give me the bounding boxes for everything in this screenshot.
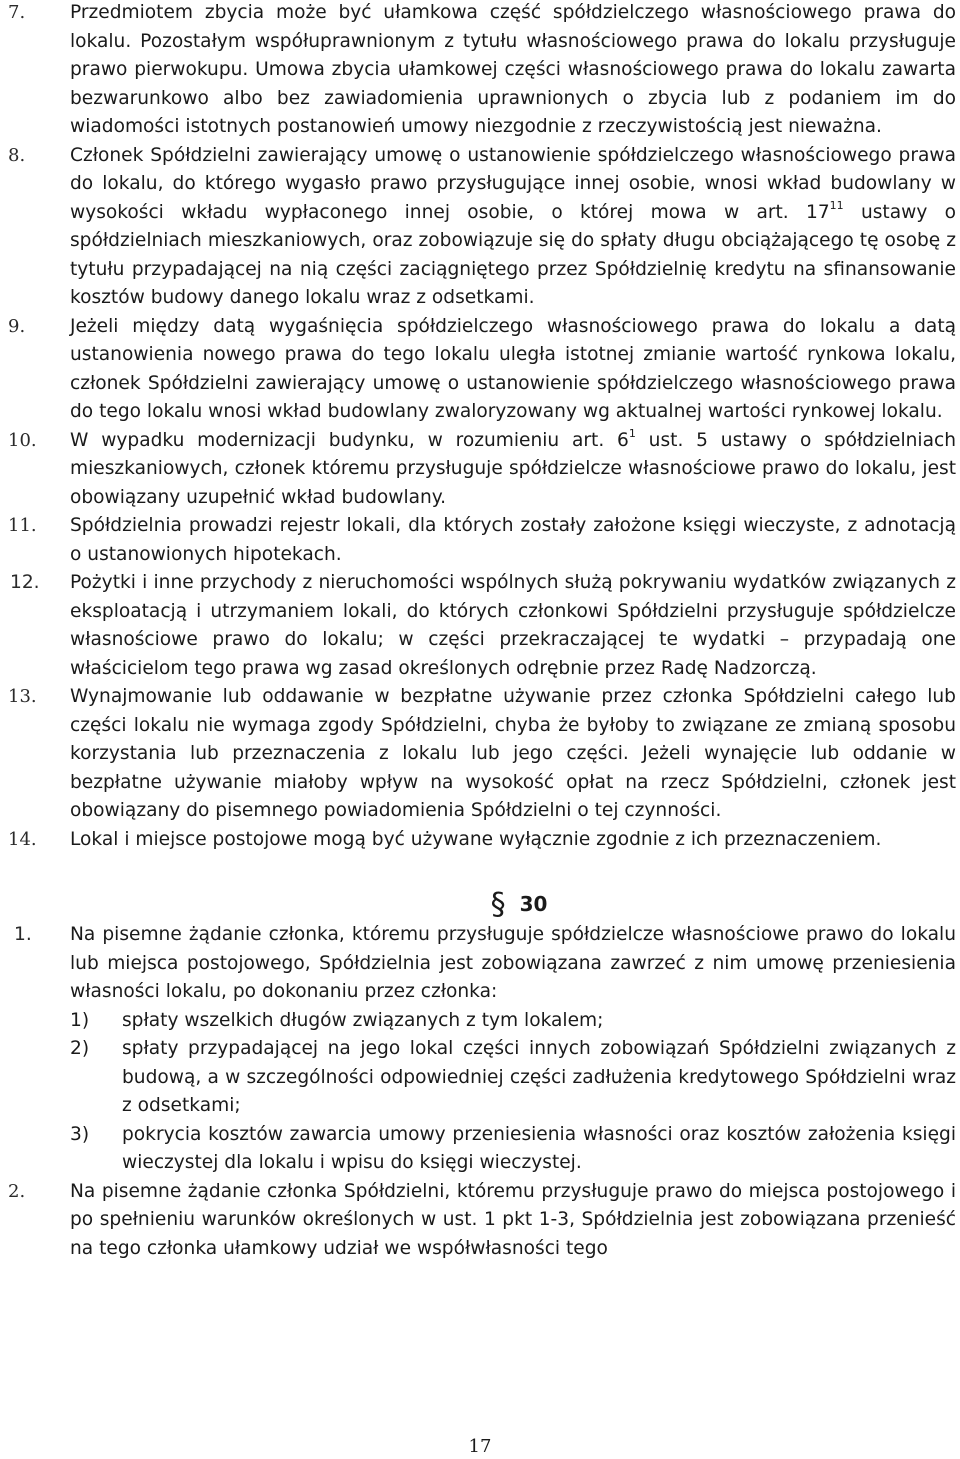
list-item-text: Pożytki i inne przychody z nieruchomości wspólnych służą pokrywaniu wydatków związanych z eksploatacją i utrzymaniem lokali, do których członkowi Spółdzielni przysługuje spółdzielcze własnościowe prawo do lokalu; w części przekraczającej te wydatki – przypadają one właścicielom tego prawa wg zasad określonych odrębnie przez Radę Nadzorczą. [70, 572, 956, 679]
list-item-10 [0, 427, 960, 513]
list-item-text: Na pisemne żądanie członka Spółdzielni, któremu przysługuje prawo do miejsca postojowego i po spełnieniu warunków określonych w ust. 1 pkt 1-3, Spółdzielnia jest zobowiązana przenieść na tego członka ułamkowy udział we współwłasności tego [70, 1180, 956, 1259]
list-item-text: Jeżeli między datą wygaśnięcia spółdzielczego własnościowego prawa do lokalu a datą ustanowienia nowego prawa do tego lokalu uległa istotnej zmianie wartość rynkowa lokalu, członek Spółdzielni zawierający umowę o ustanowienie spółdzielczego własnościowego prawa do tego lokalu wnosi wkład budowlany zwaloryzowany wg aktualnej wartości rynkowej lokalu. [70, 315, 956, 422]
superscript: 11 [829, 198, 844, 212]
list-item-8 [0, 142, 960, 313]
list-item-text: Spółdzielnia prowadzi rejestr lokali, dla których zostały założone księgi wieczyste, z adnotacją o ustanowionych hipotekach. [70, 515, 956, 565]
sub-item-2 [70, 1035, 956, 1121]
list-number: 12. [10, 572, 40, 593]
list-item-14 [0, 826, 960, 855]
superscript: 1 [628, 426, 636, 440]
sub-item-1 [70, 1007, 956, 1036]
list-item-text-continued: ustawy o spółdzielniach mieszkaniowych, oraz zobowiązuje się do spłaty długu obciążającego tę osobę z tytułu przypadającej na nią części zaciągniętego przez Spółdzielnię kredytu na sfinansowanie kosztów budowy danego lokalu wraz z odsetkami. [70, 201, 956, 308]
section-sign: § [490, 887, 506, 922]
list-number: 8. [8, 144, 26, 166]
list-number: 11. [8, 515, 37, 536]
sub-item-number: 1) [70, 1009, 90, 1031]
list-number: 10. [8, 429, 37, 451]
list-item-13 [0, 683, 960, 826]
list-item-11 [0, 512, 960, 569]
sub-item-number: 3) [70, 1123, 90, 1145]
list-number: 1. [14, 924, 32, 945]
sub-item-3 [70, 1121, 956, 1178]
list-item-text: Członek Spółdzielni zawierający umowę o ustanowienie spółdzielczego własnościowego prawa do lokalu, do którego wygasło prawo przysługujące innej osobie, wnosi wkład budowlany w wysokości wkładu wypłaconego innej osobie, o której mowa w art. 17 [70, 144, 956, 223]
sub-item-number: 2) [70, 1038, 90, 1059]
list-item-text: Lokal i miejsce postojowe mogą być używane wyłącznie zgodnie z ich przeznaczeniem. [70, 828, 882, 850]
list-number: 7. [8, 2, 26, 23]
list-item-text: Na pisemne żądanie członka, któremu przysługuje spółdzielcze własnościowe prawo do lokalu lub miejsca postojowego, Spółdzielnia jest zobowiązana zawrzeć z nim umowę przeniesienia własności lokalu, po dokonaniu przez członka: [70, 924, 956, 1002]
list-item-12 [0, 569, 960, 683]
list-number: 9. [8, 315, 26, 337]
list-item-text: Przedmiotem zbycia może być ułamkowa część spółdzielczego własnościowego prawa do lokalu. Pozostałym współuprawnionym z tytułu własnościowego prawa do lokalu przysługuje prawo pierwokupu. Umowa zbycia ułamkowej części własnościowego prawa do lokalu zawarta bezwarunkowo albo bez zawiadomienia uprawnionych o zbycia lub z podaniem im do wiadomości istotnych postanowień umowy niezgodnie z rzeczywistością jest nieważna. [70, 2, 956, 137]
list-number: 2. [8, 1180, 26, 1202]
list-item-text-continued: ust. 5 ustawy o spółdzielniach mieszkaniowych, członek któremu przysługuje spółdzielcze własnościowe prawo do lokalu, jest obowiązany uzupełnić wkład budowlany. [70, 429, 956, 508]
list-item-7 [0, 0, 960, 142]
section-item-1 [0, 921, 960, 1178]
sub-item-text: spłaty wszelkich długów związanych z tym lokalem; [122, 1009, 604, 1031]
sub-item-text: spłaty przypadającej na jego lokal części innych zobowiązań Spółdzielni związanych z budową, a w szczególności odpowiedniej części zadłużenia kredytowego Spółdzielni wraz z odsetkami; [122, 1038, 956, 1116]
sub-item-text: pokrycia kosztów zawarcia umowy przeniesienia własności oraz kosztów założenia księgi wieczystej dla lokalu i wpisu do księgi wieczystej. [122, 1123, 956, 1173]
section-heading [0, 887, 960, 922]
list-item-text: Wynajmowanie lub oddawanie w bezpłatne używanie przez członka Spółdzielni całego lub części lokalu nie wymaga zgody Spółdzielni, chyba że byłoby to związane ze zmianą sposobu korzystania lub przeznaczenia z lokalu lub jego części. Jeżeli wynajęcie lub oddanie w bezpłatne używanie miałoby wpływ na wysokość opłat na rzecz Spółdzielni, członek jest obowiązany do pisemnego powiadomienia Spółdzielni o tej czynności. [70, 686, 956, 821]
section-number: 30 [519, 892, 548, 916]
list-item-9 [0, 313, 960, 427]
list-number: 13. [8, 686, 37, 707]
section-item-2 [0, 1178, 960, 1264]
list-item-text: W wypadku modernizacji budynku, w rozumieniu art. 6 [70, 429, 629, 451]
list-number: 14. [8, 828, 37, 850]
page-number: 17 [468, 1436, 492, 1457]
